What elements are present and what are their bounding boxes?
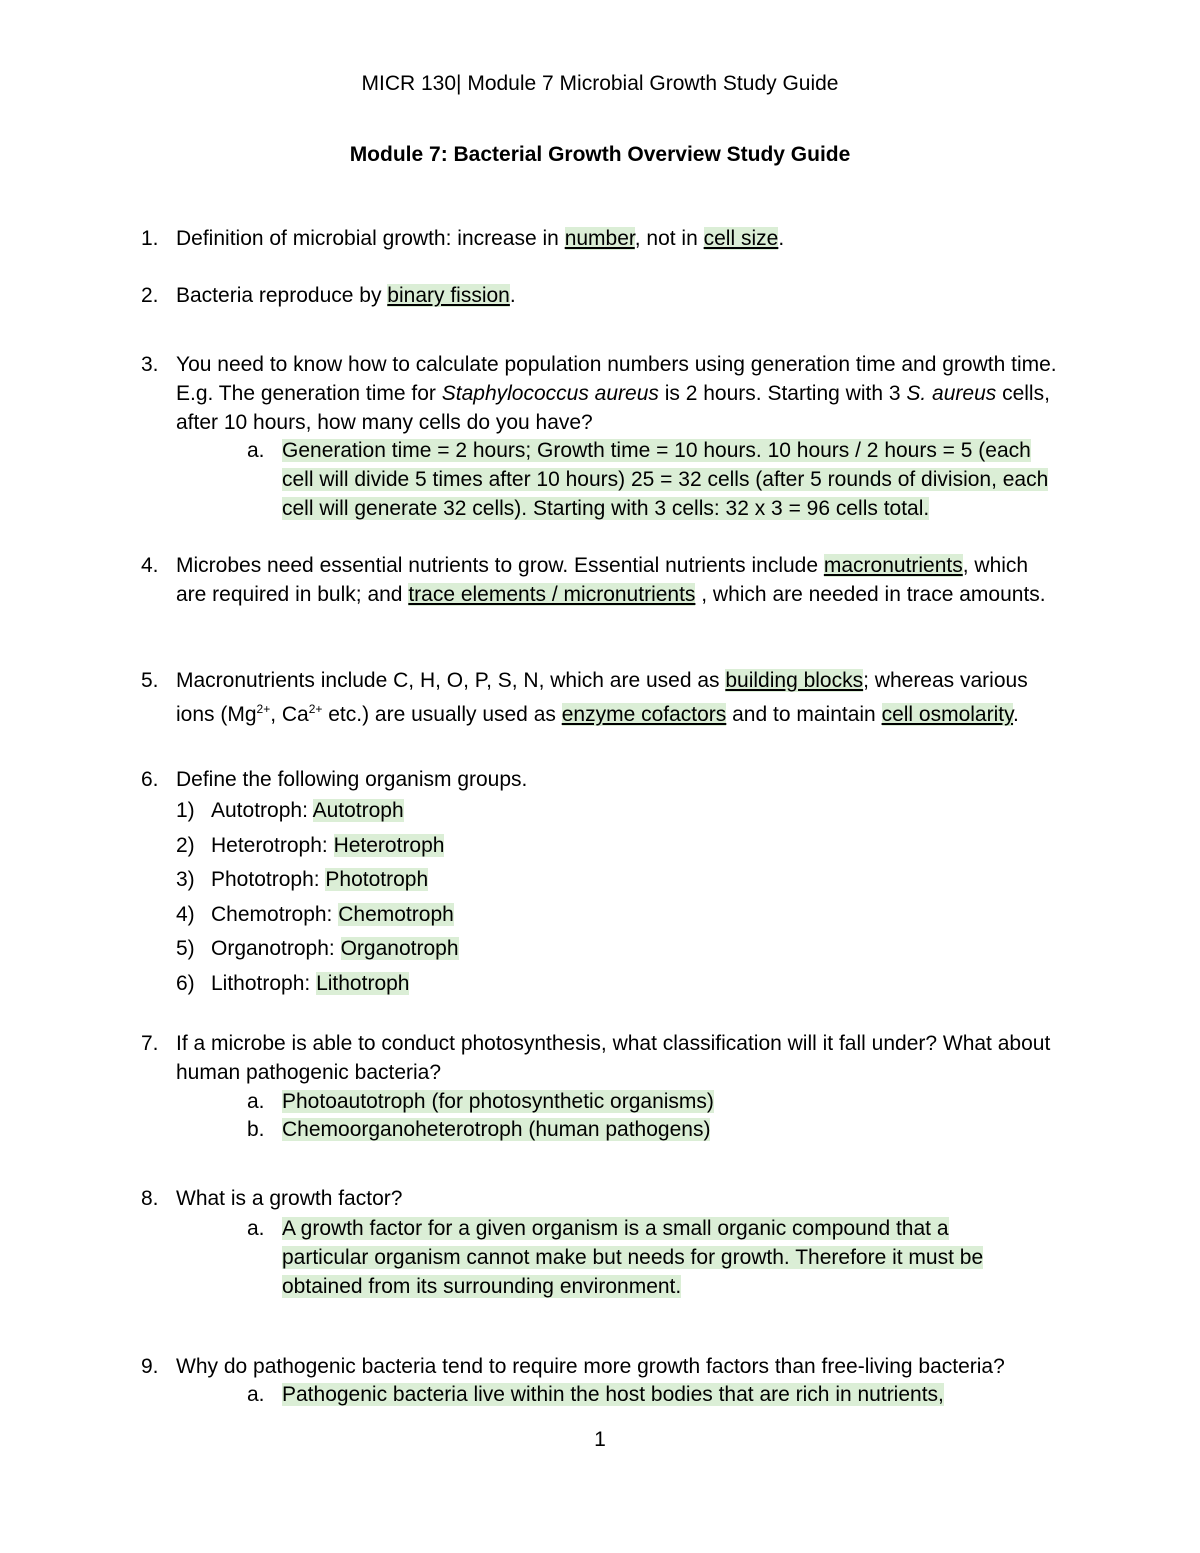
answer-highlight: trace elements / micronutrients [408,583,696,606]
question-9 [141,1352,1081,1381]
list-item: 3) Phototroph: Phototroph [176,868,429,891]
question-6 [141,765,1061,794]
question-text: What is a growth factor? [176,1187,403,1210]
answer-highlight: macronutrients [823,554,963,577]
question-text: Definition of microbial growth: increase in number, not in cell size. [176,227,785,250]
question-5 [141,666,1061,729]
answer-highlight: building blocks [725,669,864,692]
answer-letter: b. [247,1118,265,1141]
list-item: 5) Organotroph: Organotroph [176,937,459,960]
answer-letter: a. [247,439,265,462]
answer-highlight: A growth factor for a given organism is a small organic compound that a particular organism cannot make but needs for growth. Therefore it must be obtained from its surrounding environment. [282,1217,984,1298]
question-number: 7. [141,1032,159,1055]
answer-7a [247,1087,1067,1116]
question-text: Bacteria reproduce by binary fission. [176,284,516,307]
answer-8a [247,1214,1037,1301]
list-item: 2) Heterotroph: Heterotroph [176,834,445,857]
question-4 [141,551,1061,609]
answer-highlight: Photoautotroph (for photosynthetic organisms) [282,1090,714,1113]
question-text: You need to know how to calculate population numbers using generation time and growth time. E.g. The generation time for Staphylococcus aureus is 2 hours. Starting with 3 S. aureus cells, after 10 hours, how many cells do you have? [176,353,1057,434]
answer-3a [247,436,1067,523]
list-item: 1) Autotroph: Autotroph [176,799,404,822]
question-text: Why do pathogenic bacteria tend to require more growth factors than free-living bacteria? [176,1355,1005,1378]
question-number: 3. [141,353,159,376]
answer-highlight: number [564,227,635,250]
answer-letter: a. [247,1217,265,1240]
answer-highlight: Heterotroph [333,834,445,857]
question-text: Macronutrients include C, H, O, P, S, N, which are used as building blocks; whereas various ions ($Mg^{2+}$, $Ca^{2+}$ etc.) are usually used as enzyme cofactors and to maintain cell osmolarity. [176,669,1028,726]
answer-highlight: Generation time = 2 hours; Growth time = 10 hours. 10 hours / 2 hours = 5 (each cell will divide 5 times after 10 hours) 25 = 32 cells (after 5 rounds of division, each cell will generate 32 cells). Starting with 3 cells: 32 x 3 = 96 cells total. [282,439,1049,520]
document-title: Module 7: Bacterial Growth Overview Study Guide [349,143,851,166]
question-number: 6. [141,768,159,791]
answer-highlight: cell size [703,227,779,250]
question-7 [141,1029,1061,1087]
answer-letter: a. [247,1383,265,1406]
running-header: MICR 130| Module 7 Microbial Growth Study Guide [361,72,839,95]
list-item: 4) Chemotroph: Chemotroph [176,903,454,926]
answer-highlight: enzyme cofactors [561,703,727,726]
question-3 [141,350,1061,437]
question-2 [141,281,1061,310]
question-number: 8. [141,1187,159,1210]
answer-highlight: Phototroph [325,868,429,891]
answer-9a [247,1380,1067,1409]
list-item: 6) Lithotroph: Lithotroph [176,972,410,995]
answer-highlight: Autotroph [312,799,404,822]
answer-highlight: cell osmolarity [881,703,1014,726]
page-number: 1 [594,1428,606,1451]
question-text: If a microbe is able to conduct photosynthesis, what classification will it fall under? What about human pathogenic bacteria? [176,1032,1051,1084]
question-1 [141,224,1061,253]
answer-7b [247,1115,1067,1144]
question-number: 9. [141,1355,159,1378]
question-8 [141,1184,1061,1213]
question-text: Microbes need essential nutrients to grow. Essential nutrients include macronutrients, which are required in bulk; and trace elements / micronutrients , which are needed in trace amounts. [176,554,1046,606]
question-number: 5. [141,669,159,692]
answer-letter: a. [247,1090,265,1113]
answer-highlight: Chemoorganoheterotroph (human pathogens) [282,1118,711,1141]
question-number: 1. [141,227,159,250]
answer-highlight: binary fission [387,284,510,307]
answer-highlight: Chemotroph [338,903,454,926]
answer-highlight: Organotroph [340,937,459,960]
question-text: Define the following organism groups. [176,768,528,791]
answer-highlight: Lithotroph [316,972,410,995]
answer-highlight: Pathogenic bacteria live within the host bodies that are rich in nutrients, [282,1383,944,1406]
question-number: 4. [141,554,159,577]
question-number: 2. [141,284,159,307]
